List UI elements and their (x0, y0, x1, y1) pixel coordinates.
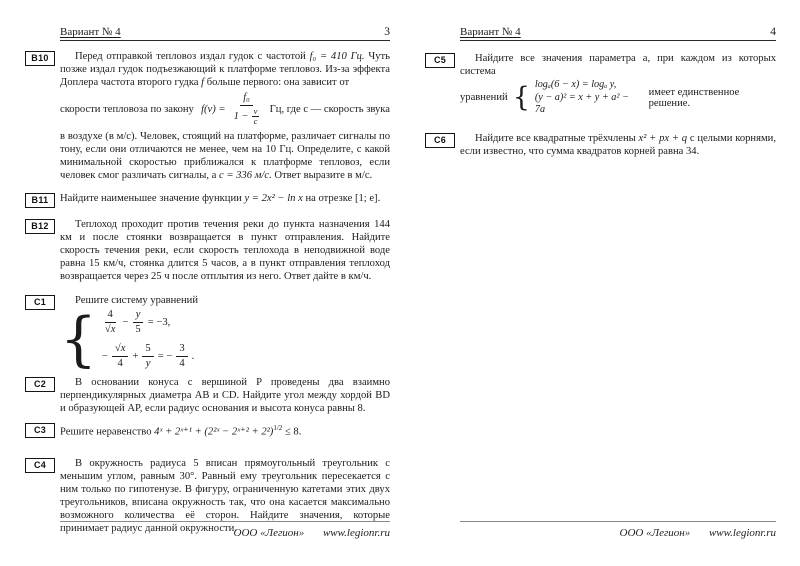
formula-lhs: f(ν) = (201, 103, 226, 115)
publisher-url: www.legionr.ru (708, 527, 776, 539)
publisher-name: ООО «Легион» (233, 527, 305, 539)
equation-system-row (460, 79, 776, 116)
text-run: имеет единственное решение. (648, 86, 740, 109)
problem-c6-label: C6 (425, 133, 455, 148)
system-brace: { (512, 82, 530, 113)
equation-1 (102, 309, 194, 336)
fraction-denominator: 5 (135, 324, 141, 335)
equation-rhs: = − (157, 351, 173, 362)
problem-c4-label: C4 (25, 458, 55, 473)
problem-c1-intro: Решите систему уравнений (75, 295, 198, 306)
system-equations (535, 79, 636, 116)
math-run: f₀ = 410 Гц. (309, 51, 365, 62)
fraction-numerator: ν (253, 106, 258, 116)
problem-c5-label: C5 (425, 53, 455, 68)
publisher-url: www.legionr.ru (322, 527, 390, 539)
fraction-numerator: 5 (142, 343, 153, 357)
page-3 (20, 0, 398, 566)
problem-b11 (20, 192, 390, 205)
text-run: Гц, где c — скорость звука (269, 103, 390, 115)
page-header (60, 26, 390, 41)
page-footer (460, 521, 776, 539)
text-run: ≤ 8. (282, 426, 302, 438)
problem-c3-text (60, 422, 390, 439)
text-run: Перед отправкой тепловоз издал гудок с частотой (75, 51, 310, 62)
text-run: Найдите все квадратные трёхчлены (475, 133, 639, 144)
problem-c6 (423, 132, 776, 158)
exponent: 1/2 (273, 424, 283, 432)
problem-b11-text (60, 192, 390, 205)
text-run: 1 − (233, 110, 249, 122)
nested-fraction (252, 107, 260, 126)
problem-c3-label: C3 (25, 423, 55, 438)
text-run: Решите неравенство (60, 426, 155, 438)
problem-c2-label: C2 (25, 377, 55, 392)
fraction (112, 343, 129, 370)
problem-c6-text (460, 132, 776, 158)
problem-c5 (423, 52, 776, 116)
problem-c1-label: C1 (25, 295, 55, 310)
operator: − (122, 317, 129, 328)
text-run: Ответ выразите в м/с. (271, 170, 373, 181)
problem-c2-text: В основании конуса с вершиной P проведены два взаимно перпендикулярных диаметра AB и CD. Найдите угол между хордой BD и образующей AP, если радиус основания и высота конуса равны 8. (60, 377, 390, 414)
fraction (176, 343, 187, 370)
system-brace: { (60, 304, 97, 374)
text-run: Чуть позже издал гудок подъезжающий к платформе тепловоз. Из-за эффекта Доплера частота второго гудка (60, 51, 390, 88)
fraction-numerator: y (133, 309, 144, 323)
variant-title: Вариант № 4 (460, 26, 521, 38)
fraction-denominator (231, 106, 263, 126)
math-run: 4ˣ + 2ˣ⁺¹ + (2²ˣ − 2ˣ⁺² + 2²) (154, 426, 274, 438)
math-run: c = 336 м/с. (218, 170, 272, 181)
system-equations (102, 309, 194, 370)
equation-system (60, 304, 390, 374)
text-run: Найдите наименьшее значение функции (60, 193, 245, 204)
problem-b10-label: B10 (25, 51, 55, 66)
page-number: 3 (384, 26, 390, 38)
page-4 (423, 0, 783, 566)
fraction-denominator: y (145, 358, 151, 369)
math-run: x² + px + q (638, 133, 688, 144)
problem-c1 (20, 294, 390, 374)
text-run: на отрезке [1; e]. (302, 193, 381, 204)
problem-c2 (20, 376, 390, 415)
text-run: с целыми корнями, если известно, что сумма квадратов корней равна 34. (460, 133, 776, 157)
fraction-numerator: 4 (105, 309, 116, 323)
fraction-numerator: 3 (176, 343, 187, 357)
problem-c5-paragraph-1: Найдите все значения параметра a, при каждом из которых система (460, 53, 776, 77)
equation-rhs: = −3, (147, 317, 171, 328)
doppler-formula (201, 92, 262, 126)
fraction (142, 343, 153, 370)
doppler-formula-line (60, 92, 390, 126)
problem-b10-paragraph-1 (60, 50, 390, 89)
fraction-denominator: c (253, 116, 258, 126)
problem-b10-paragraph-2 (60, 130, 390, 182)
problem-c3 (20, 422, 390, 439)
page-number: 4 (770, 26, 776, 38)
equation-2: (y − a)² = x + y + a² − 7a (534, 92, 629, 115)
equation-2 (102, 343, 194, 370)
fraction-denominator: √x (104, 324, 116, 335)
operator: − (101, 351, 108, 362)
page-header (460, 26, 776, 41)
fraction (132, 309, 143, 336)
problem-b12-label: B12 (25, 219, 55, 234)
text-run: скорости тепловоза по закону (60, 103, 194, 115)
operator: + (132, 351, 139, 362)
text-run: больше первого: она зависит от (204, 77, 350, 88)
text-run: в воздухе (в м/с). Человек, стоящий на платформе, различает сигналы по тону, если они отличаются не менее, чем на 10 Гц. Определите, с какой минимальной скоростью приближался к платформе тепловоз, если человек смог различать сигналы, а (60, 131, 390, 181)
math-run: y = 2x² − ln x (244, 193, 303, 204)
publisher-name: ООО «Легион» (619, 527, 691, 539)
fraction-denominator: 4 (117, 358, 123, 369)
punctuation: . (191, 351, 195, 362)
math-run: f (201, 77, 205, 88)
variant-title: Вариант № 4 (60, 26, 121, 38)
fraction (102, 309, 119, 336)
problem-c4-text: В окружность радиуса 5 вписан прямоугольный треугольник с меньшим углом, равным 30°. Равный ему треугольник пересекается с ним только по гипотенузе. В фигуру, ограниченную катетами этих двух треугольников, вписана окружность так, что она касается максимально возможного количества её сторон. Найдите значения, которые принимает радиус данной окружности. (60, 457, 390, 534)
fraction-numerator: f₀ (240, 92, 253, 106)
fraction-denominator: 4 (179, 358, 185, 369)
problem-b12 (20, 218, 390, 283)
problem-b11-label: B11 (25, 193, 55, 208)
problem-b12-text: Теплоход проходит против течения реки до пункта назначения 144 км и после стоянки возвращается в пункт отправления. Найдите скорость течения реки, если скорость теплохода в неподвижной воде равна 15 км/ч, стоянка длится 5 часов, а в пункт отправления теплоход возвращается через 25 ч после отплытия из него. Ответ дайте в км/ч. (60, 219, 390, 282)
problem-b10 (20, 50, 390, 182)
equation-1: logₐ(6 − x) = logₐ y, (534, 79, 617, 90)
fraction-numerator: √x (112, 343, 129, 357)
fraction (231, 92, 263, 126)
page-footer (60, 521, 390, 539)
text-run: уравнений (460, 92, 508, 103)
